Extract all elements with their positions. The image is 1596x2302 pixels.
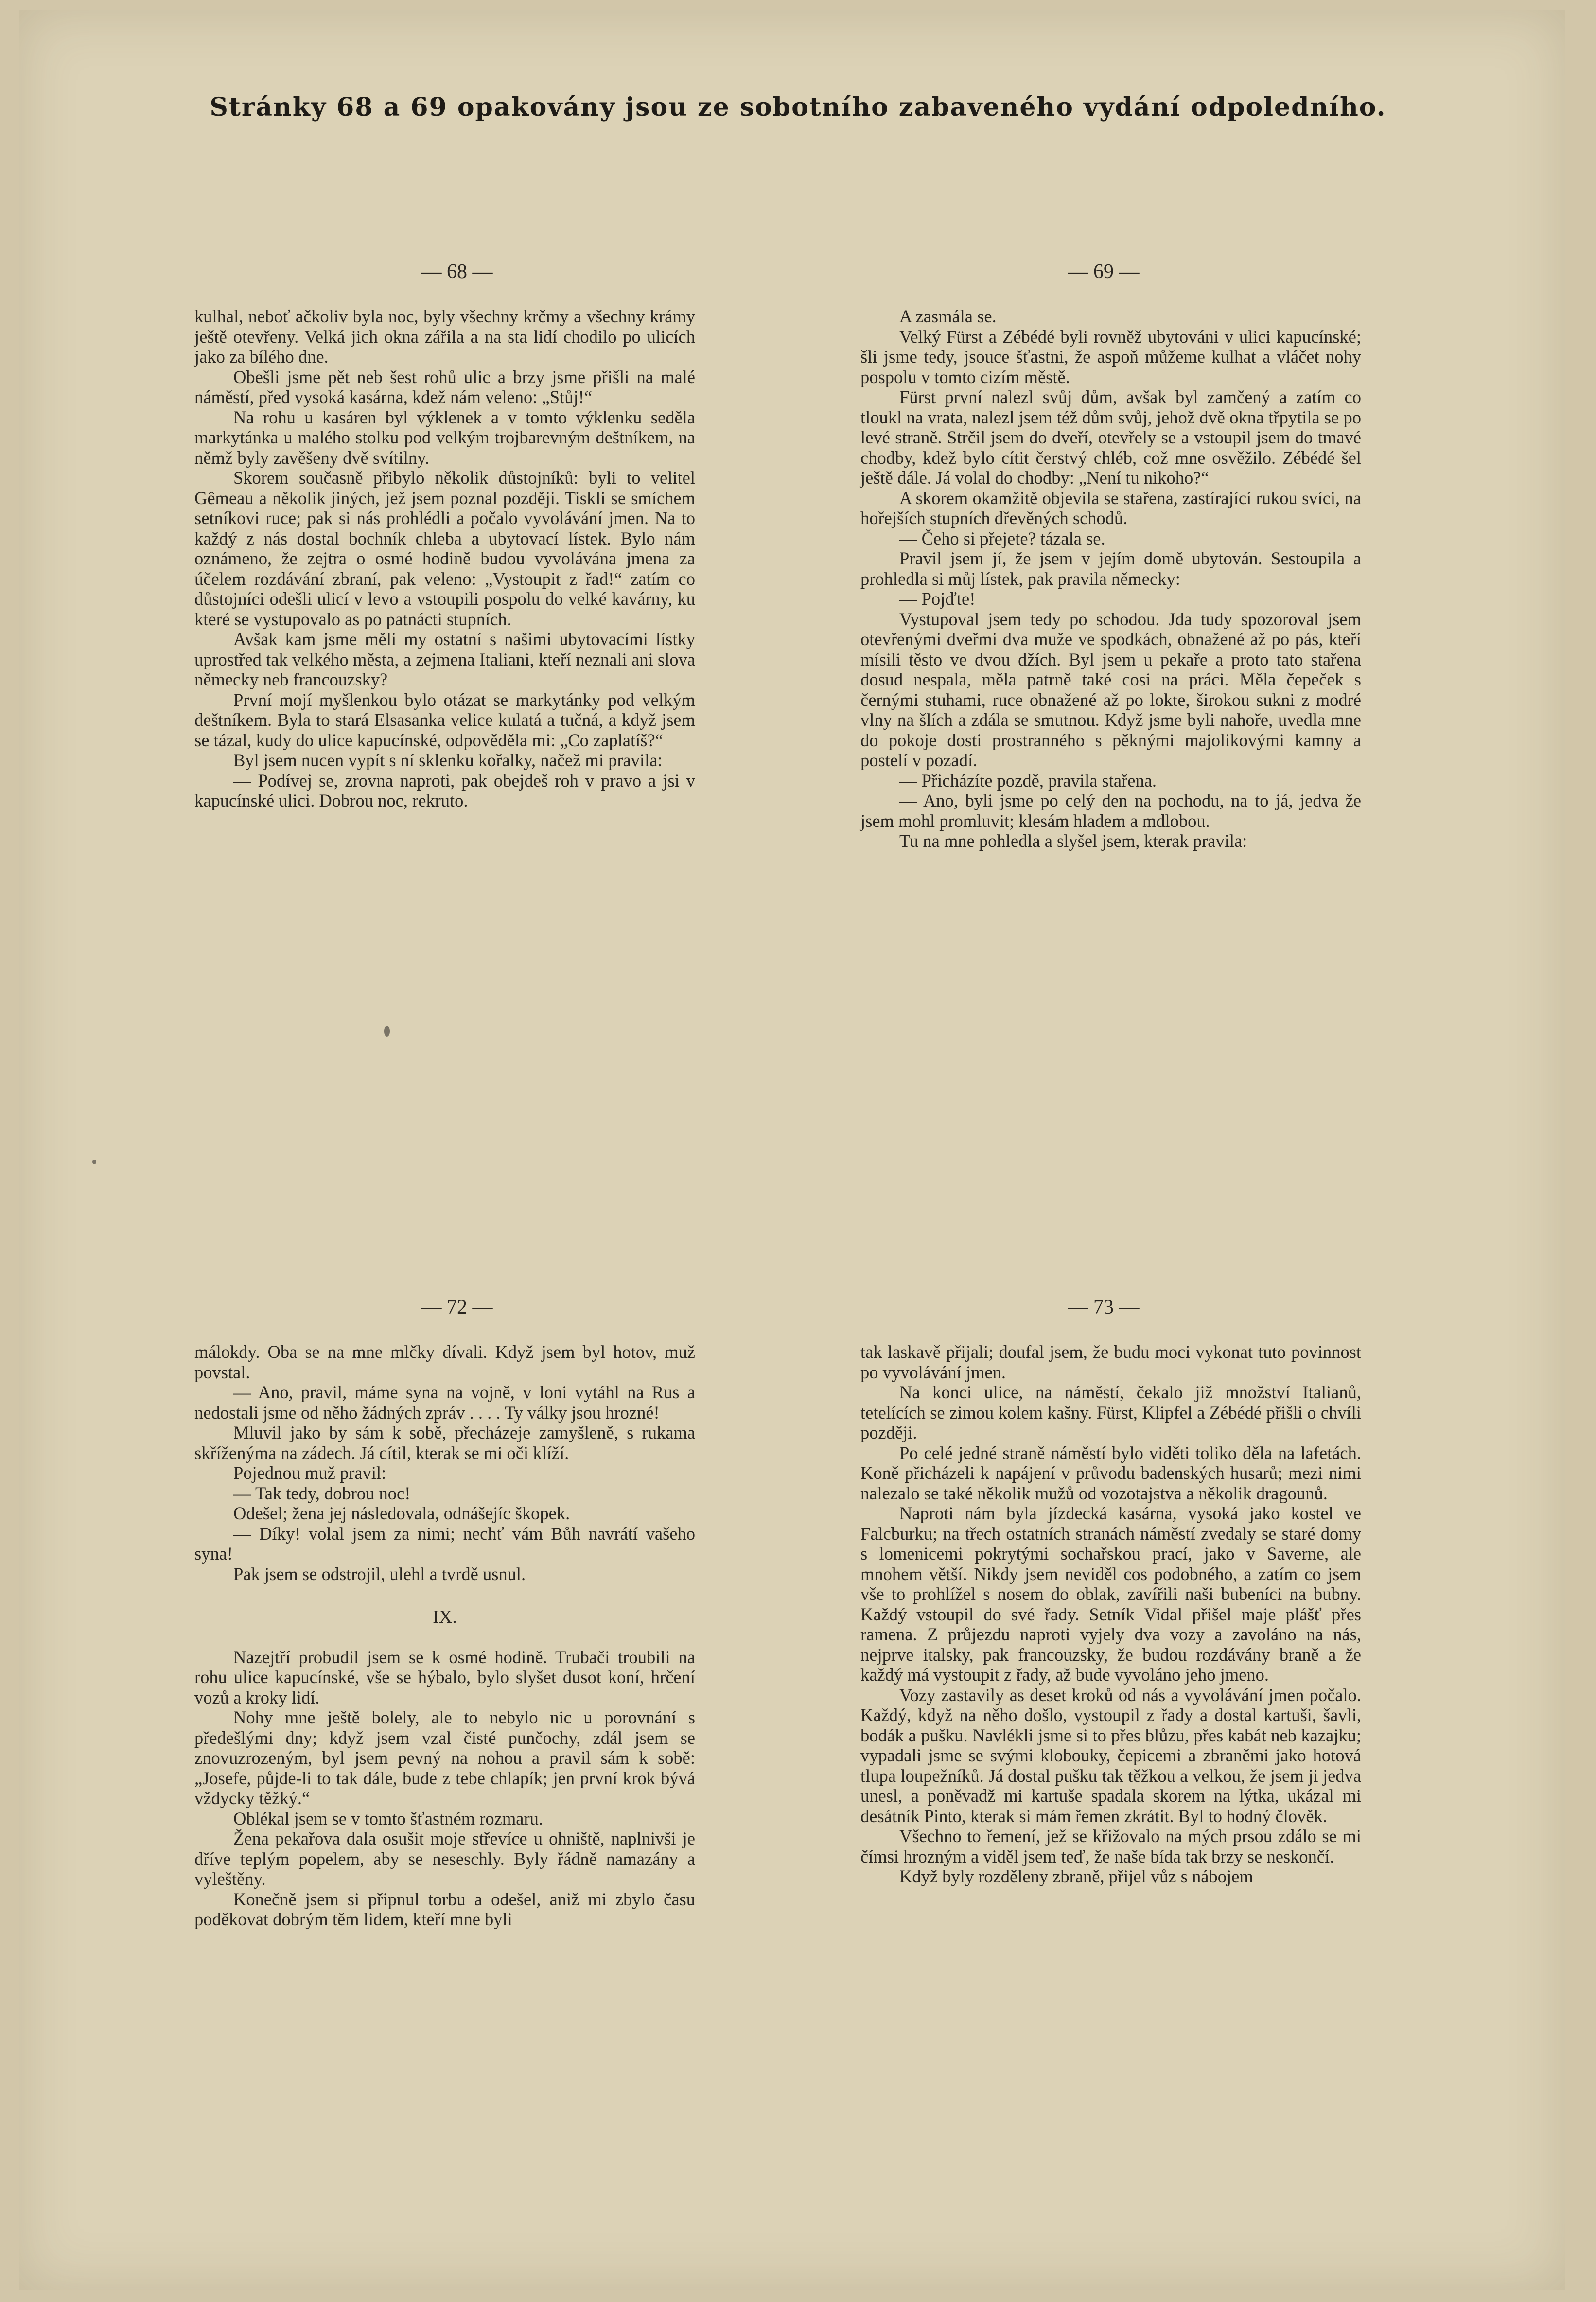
paragraph: — Ano, pravil, máme syna na vojně, v loni vytáhl na Rus a nedostali jsme od něho žádných zpráv . . . . Ty války jsou hrozné! xyxy=(194,1382,695,1423)
paragraph: Tu na mne pohledla a slyšel jsem, kterak pravila: xyxy=(899,831,1247,851)
paragraph: Žena pekařova dala osušit moje střevíce u ohniště, naplnivši je dříve teplým popelem, aby se neseschly. Byly řádně namazány a vyleštěny. xyxy=(194,1828,695,1889)
column-page-68 xyxy=(194,306,695,811)
ink-speck xyxy=(92,1160,96,1164)
paragraph: Mluvil jako by sám k sobě, přecházeje zamyšleně, s rukama skříženýma na zádech. Já cítil, kterak se mi oči klíží. xyxy=(194,1423,695,1463)
paragraph: — Tak tedy, dobrou noc! xyxy=(233,1483,411,1503)
paragraph: A zasmála se. xyxy=(899,306,997,326)
paragraph: málokdy. Oba se na mne mlčky dívali. Když jsem byl hotov, muž povstal. xyxy=(194,1342,695,1382)
paragraph: Velký Fürst a Zébédé byli rovněž ubytováni v ulici kapucínské; šli jsme tedy, jsouce šťastni, že aspoň můžeme kulhat a vláčet nohy pospolu v tomto cizím městě. xyxy=(860,326,1361,387)
paragraph: Pojednou muž pravil: xyxy=(233,1463,386,1483)
page-number-73: — 73 — xyxy=(1068,1296,1140,1318)
paragraph: Po celé jedné straně náměstí bylo viděti toliko děla na lafetách. Koně přicházeli k napájení v průvodu badenských husarů; mezi nimi nalezalo se také několik mužů od vozotajstva a několik dragounů. xyxy=(860,1442,1361,1503)
paragraph: tak laskavě přijali; doufal jsem, že budu moci vykonat tuto povinnost po vyvolávání jmen. xyxy=(860,1342,1361,1382)
paragraph: Všechno to řemení, jež se křižovalo na mých prsou zdálo se mi čímsi hrozným a viděl jsem teď, že naše bída tak brzy se neskončí. xyxy=(860,1826,1361,1866)
ink-speck xyxy=(384,1026,390,1037)
column-page-72 xyxy=(194,1342,695,1930)
paragraph: Skorem současně přibylo několik důstojníků: byli to velitel Gêmeau a několik jiných, jež jsem poznal později. Tiskli se smíchem setníkovi ruce; pak si nás prohlédli a počalo vyvolávání jmen. Na to každý z nás dostal bochník chleba a ubytovací lístek. Bylo nám oznámeno, že zejtra o osmé hodině budou vyvolávána jmena za účelem rozdávání zbraní, pak veleno: „Vystoupit z řad!“ zatím co důstojníci odešli ulicí v levo a vstoupili pospolu do velké kavárny, ku které se vystupovalo as po patnácti stupních. xyxy=(194,468,695,629)
page-number-72: — 72 — xyxy=(421,1296,493,1318)
paragraph: Fürst první nalezl svůj dům, avšak byl zamčený a zatím co tloukl na vrata, nalezl jsem též dům svůj, jehož dvě okna třpytila se po levé straně. Strčil jsem do dveří, otevřely se a vstoupil jsem do tmavé chodby, kdež bylo cítit čerstvý chléb, což mne osvěžilo. Zébédé šel ještě dále. Já volal do chodby: „Není tu nikoho?“ xyxy=(860,387,1361,488)
page-number-68: — 68 — xyxy=(421,261,493,283)
banner-notice: Stránky 68 a 69 opakovány jsou ze sobotního zabaveného vydání odpoledního. xyxy=(210,92,1386,122)
paragraph: Vozy zastavily as deset kroků od nás a vyvolávání jmen počalo. Každý, když na něho došlo, vystoupil z řady a dostal kartuši, šavli, bodák a pušku. Navlékli jsme si to přes blůzu, přes kabát neb kazajku; vypadali jsme se svými klobouky, čepicemi a zbraněmi jako hotová tlupa loupežníků. Já dostal pušku tak těžkou a velkou, že jsem ji jedva unesl, a poněvadž mi kartuše spadala skorem na lýtka, ukázal mi desátník Pinto, kterak si mám řemen zkrátit. Byl to hodný člověk. xyxy=(860,1685,1361,1826)
column-page-69 xyxy=(860,306,1361,851)
paragraph: Vystupoval jsem tedy po schodou. Jda tudy spozoroval jsem otevřenými dveřmi dva muže ve spodkách, obnažené až po pás, kteří mísili těsto ve dvou džích. Byl jsem u pekaře a proto tato stařena dosud nespala, měla patrně také cosi na práci. Měla čepeček s černými stuhami, ruce obnažené až po lokte, širokou sukni z modré vlny na šlích a zdála se smutnou. Když jsme byli nahoře, uvedla mne do pokoje dosti prostranného s pěknými majolikovými kamny a postelí v pozadí. xyxy=(860,609,1361,770)
paragraph: kulhal, neboť ačkoliv byla noc, byly všechny krčmy a všechny krámy ještě otevřeny. Velká jich okna zářila a na sta lidí chodilo po ulicích jako za bílého dne. xyxy=(194,306,695,367)
paragraph: A skorem okamžitě objevila se stařena, zastírající rukou svíci, na hořejších stupních dřevěných schodů. xyxy=(860,488,1361,528)
column-page-73 xyxy=(860,1342,1361,1887)
paragraph: Když byly rozděleny zbraně, přijel vůz s nábojem xyxy=(899,1866,1253,1886)
paragraph: — Díky! volal jsem za nimi; nechť vám Bůh navrátí vašeho syna! xyxy=(194,1523,695,1564)
paragraph: Na rohu u kasáren byl výklenek a v tomto výklenku seděla markytánka u malého stolku pod velkým trojbarevným deštníkem, na němž byly zavěšeny dvě svítilny. xyxy=(194,407,695,468)
paragraph: Konečně jsem si připnul torbu a odešel, aniž mi zbylo času poděkovat dobrým těm lidem, kteří mne byli xyxy=(194,1889,695,1929)
paragraph: Odešel; žena jej následovala, odnášejíc škopek. xyxy=(233,1503,570,1523)
paragraph: Pravil jsem jí, že jsem v jejím domě ubytován. Sestoupila a prohledla si můj lístek, pak pravila německy: xyxy=(860,548,1361,589)
paragraph: Obešli jsme pět neb šest rohů ulic a brzy jsme přišli na malé náměstí, před vysoká kasárna, kdež nám veleno: „Stůj!“ xyxy=(194,367,695,407)
paragraph: Byl jsem nucen vypít s ní sklenku kořalky, načež mi pravila: xyxy=(233,750,663,770)
paragraph: První mojí myšlenkou bylo otázat se markytánky pod velkým deštníkem. Byla to stará Elsasanka velice kulatá a tučná, a když jsem se tázal, kudy do ulice kapucínské, odpověděla mi: „Co zaplatíš?“ xyxy=(194,689,695,750)
paragraph: — Čeho si přejete? tázala se. xyxy=(899,528,1105,548)
paragraph: Nazejtří probudil jsem se k osmé hodině. Trubači troubili na rohu ulice kapucínské, vše se hýbalo, bylo slyšet dusot koní, hrčení vozů a kroky lidí. xyxy=(194,1647,695,1707)
paragraph: Nohy mne ještě bolely, ale to nebylo nic u porovnání s předešlými dny; když jsem vzal čisté punčochy, zdál jsem se znovuzrozeným, byl jsem pevný na nohou a pravil sám k sobě: „Josefe, půjde-li to tak dále, bude z tebe chlapík; jen první krok bývá vždycky těžký.“ xyxy=(194,1707,695,1808)
paragraph: Avšak kam jsme měli my ostatní s našimi ubytovacími lístky uprostřed tak velkého města, a zejmena Italiani, kteří neznali ani slova německy neb francouzsky? xyxy=(194,629,695,689)
paragraph: Naproti nám byla jízdecká kasárna, vysoká jako kostel ve Falcburku; na třech ostatních stranách náměstí zvedaly se staré domy s lomenicemi pokrytými sochařskou prací, jako v Saverne, ale mnohem větší. Nikdy jsem neviděl cos podobného, a zatím co jsem vše to prohlížel s nosem do oblak, zavířili naši bubeníci na bubny. Každý vstoupil do své řady. Setník Vidal přišel maje plášť přes ramena. Z průjezdu naproti vyjely dva vozy a zavoláno na nás, nejprve italsky, pak francouzsky, že budou rozdávány braně a že každý má vystoupit z řady, až bude vyvoláno jeho jmeno. xyxy=(860,1503,1361,1685)
paragraph: — Podívej se, zrovna naproti, pak obejdeš roh v pravo a jsi v kapucínské ulici. Dobrou noc, rekruto. xyxy=(194,770,695,810)
page-number-69: — 69 — xyxy=(1068,261,1140,283)
paragraph: — Pojďte! xyxy=(899,589,976,609)
paragraph: Na konci ulice, na náměstí, čekalo již množství Italianů, tetelících se zimou kolem kašny. Fürst, Klipfel a Zébédé přišli o chvíli později. xyxy=(860,1382,1361,1442)
paragraph: — Ano, byli jsme po celý den na pochodu, na to já, jedva že jsem mohl promluvit; klesám hladem a mdlobou. xyxy=(860,791,1361,831)
chapter-heading: IX. xyxy=(433,1607,457,1627)
paragraph: Pak jsem se odstrojil, ulehl a tvrdě usnul. xyxy=(233,1564,526,1584)
paragraph: — Přicházíte pozdě, pravila stařena. xyxy=(899,770,1157,791)
paragraph: Oblékal jsem se v tomto šťastném rozmaru. xyxy=(233,1808,543,1828)
